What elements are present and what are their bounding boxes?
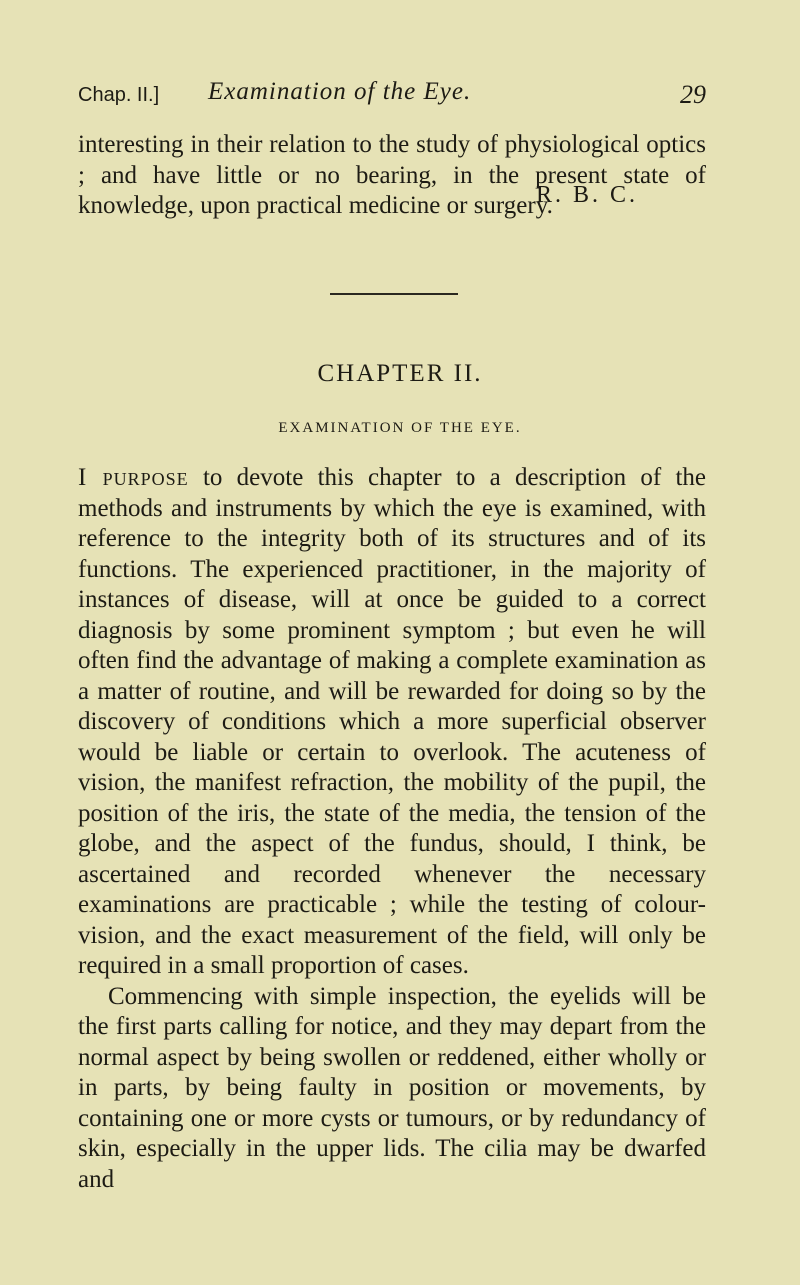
running-head	[78, 78, 706, 114]
section-divider	[330, 293, 458, 295]
chapter-reference: Chap. II.]	[78, 84, 160, 106]
page-number: 29	[680, 80, 706, 109]
body-paragraph-2: Commencing with simple inspection, the eyelids will be the first parts calling for notice, and they may depart from the normal aspect by being swollen or reddened, either wholly or in parts, by being faulty in position or movements, by containing one or more cysts or tumours, or by redundancy of skin, especially in the upper lids. The cilia may be dwarfed and	[78, 982, 706, 1193]
body-paragraph-1	[78, 463, 706, 982]
chapter-subheading: EXAMINATION OF THE EYE.	[278, 420, 522, 436]
chapter-body	[78, 463, 706, 1195]
running-title: Examination of the Eye.	[208, 78, 472, 105]
author-initials: R. B. C.	[536, 182, 639, 208]
lead-word: I purpose	[78, 464, 189, 491]
chapter-heading: CHAPTER II.	[317, 360, 483, 387]
intro-paragraph: interesting in their relation to the study of physiological optics ; and have little or no bearing, in the present state of knowledge, upon practical medicine or surgery.	[78, 131, 706, 219]
paragraph-text: to devote this chapter to a description of the methods and instruments by which the eye is examined, with reference to the integrity both of its structures and of its functions. The experienced practitioner, in the majority of instances of disease, will at once be guided to a correct diagnosis by some prominent symptom ; but even he will often find the advantage of making a complete examination as a matter of routine, and will be rewarded for doing so by the discovery of conditions which a more superficial observer would be liable or certain to overlook. The acuteness of vision, the manifest refraction, the mobility of the pupil, the position of the iris, the state of the media, the tension of the globe, and the aspect of the fundus, should, I think, be ascertained and recorded whenever the necessary examinations are practicable ; while the testing of colour-vision, and the exact measurement of the field, will only be required in a small proportion of cases.	[78, 464, 707, 979]
